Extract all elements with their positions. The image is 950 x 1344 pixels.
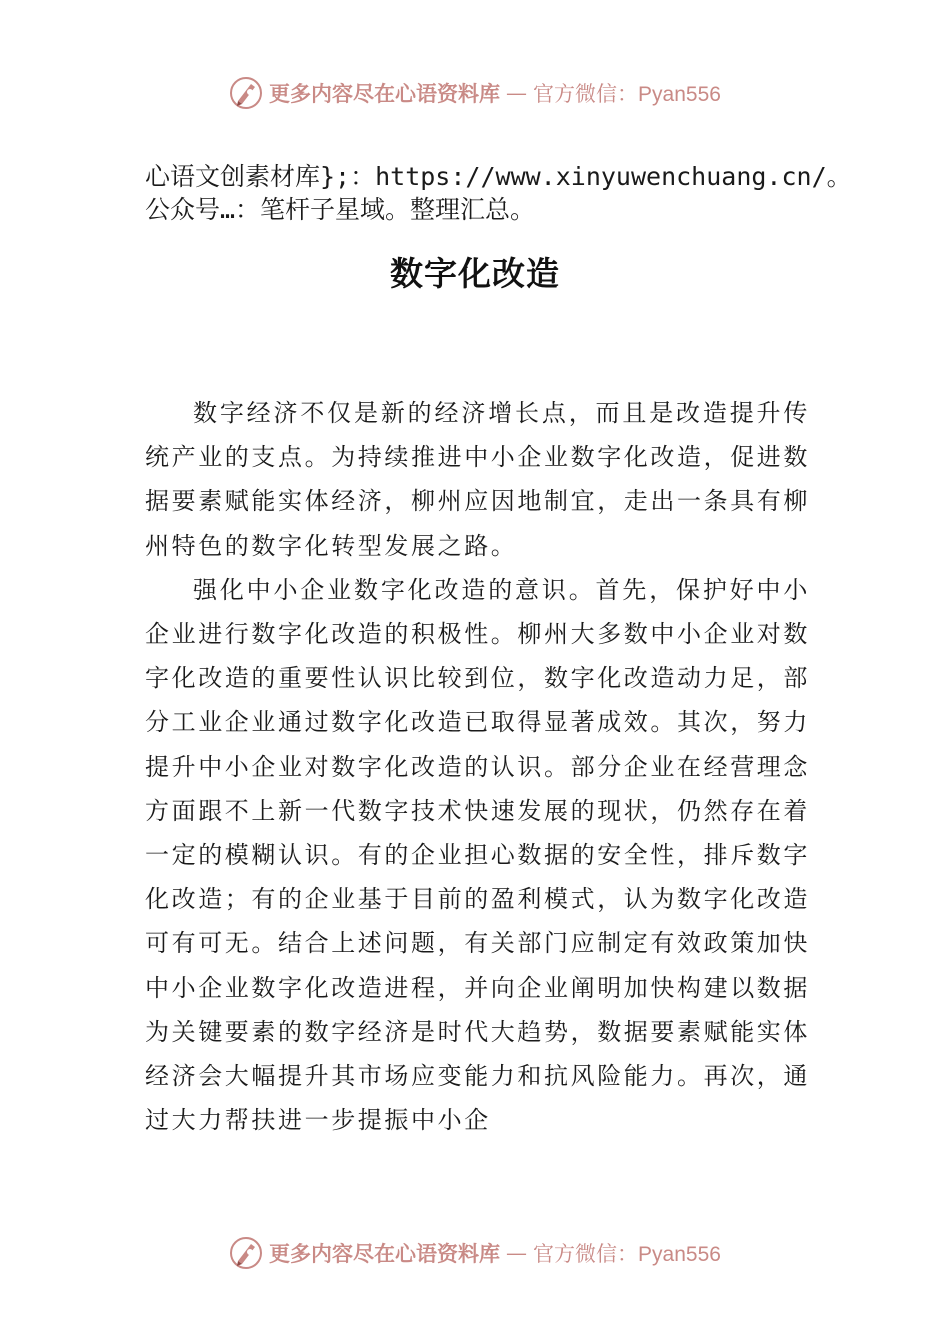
paragraph: 数字经济不仅是新的经济增长点，而且是改造提升传统产业的支点。为持续推进中小企业数字化改造，促进数据要素赋能实体经济，柳州应因地制宜，走出一条具有柳州特色的数字化转型发展之路。 bbox=[145, 399, 810, 560]
banner-wechat: 官方微信：Pyan556 bbox=[533, 1243, 721, 1266]
banner-wechat: 官方微信：Pyan556 bbox=[533, 83, 721, 106]
pen-logo-icon bbox=[229, 1236, 263, 1270]
page-title: 数字化改造 bbox=[390, 254, 560, 293]
banner-separator: — bbox=[506, 1241, 528, 1265]
header-banner bbox=[0, 73, 950, 113]
paragraph: 强化中小企业数字化改造的意识。首先，保护好中小企业进行数字化改造的积极性。柳州大多数中小企业对数字化改造的重要性认识比较到位，数字化改造动力足，部分工业企业通过数字化改造已取得显著成效。其次，努力提升中小企业对数字化改造的认识。部分企业在经营理念方面跟不上新一代数字技术快速发展的现状，仍然存在着一定的模糊认识。有的企业担心数据的安全性，排斥数字化改造；有的企业基于目前的盈利模式，认为数字化改造可有可无。结合上述问题，有关部门应制定有效政策加快中小企业数字化改造进程，并向企业阐明加快构建以数据为关键要素的数字经济是时代大趋势，数据要素赋能实体经济会大幅提升其市场应变能力和抗风险能力。再次，通过大力帮扶进一步提振中小企 bbox=[145, 575, 810, 1135]
banner-separator: — bbox=[506, 81, 528, 105]
body-text bbox=[145, 391, 810, 1142]
banner-text: 更多内容尽在心语资料库 bbox=[269, 81, 501, 106]
footer-banner bbox=[0, 1233, 950, 1273]
banner-text: 更多内容尽在心语资料库 bbox=[269, 1241, 501, 1266]
source-line: 心语文创素材库};：https://www.xinyuwenchuang.cn/。公众号…：笔杆子星域。整理汇总。 bbox=[145, 162, 852, 224]
pen-logo-icon bbox=[229, 76, 263, 110]
